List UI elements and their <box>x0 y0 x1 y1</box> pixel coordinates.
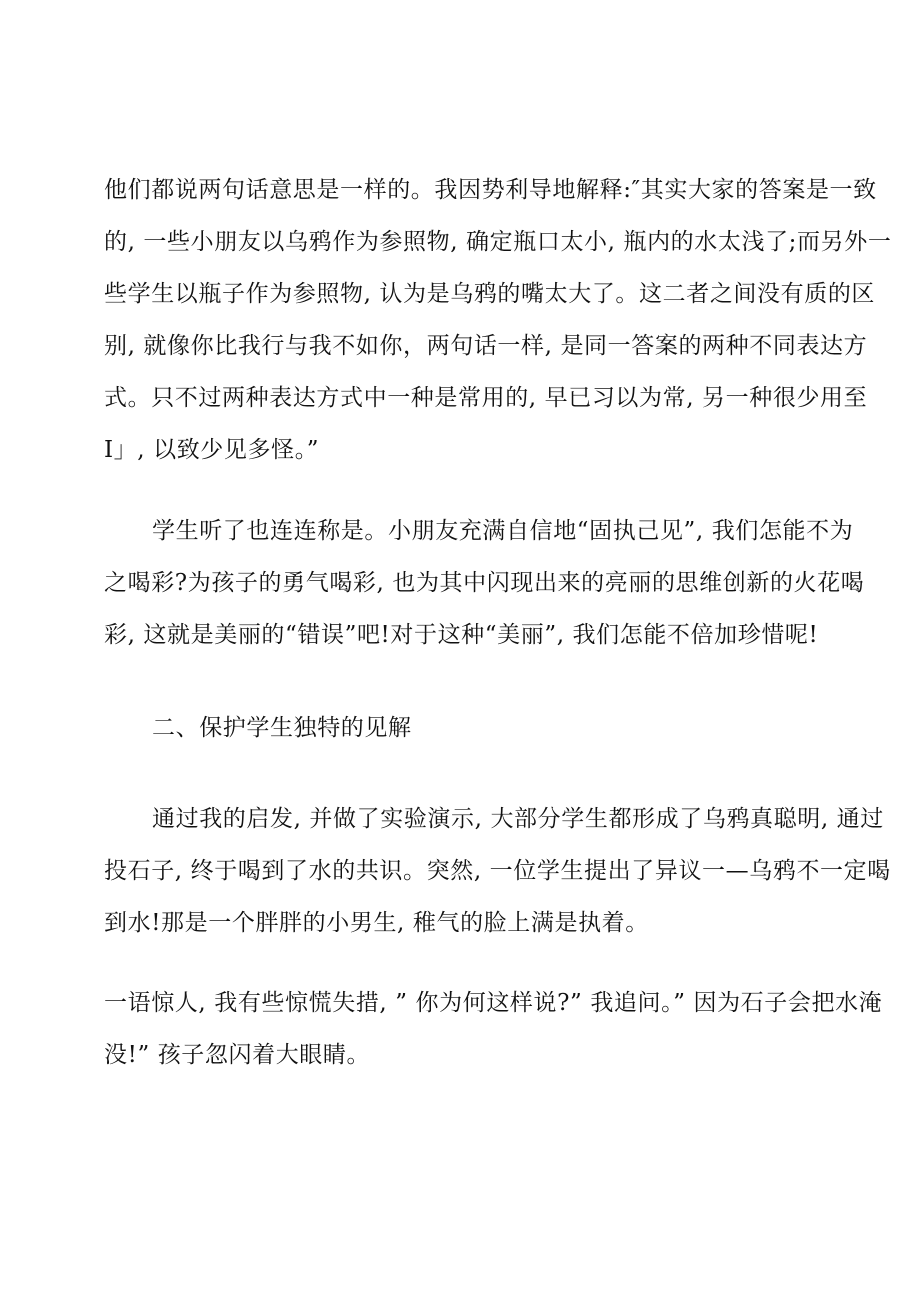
paragraph-2-line-3: 彩, 这就是美丽的“错误”吧!对于这种“美丽”, 我们怎能不倍加珍惜呢! <box>104 622 819 648</box>
paragraph-2-line-2: 之喝彩?为孩子的勇气喝彩, 也为其中闪现出来的亮丽的思维创新的火花喝 <box>104 570 865 596</box>
paragraph-1-line-5: 式。只不过两种表达方式中一种是常用的, 早已习以为常, 另一种很少用至 <box>104 385 868 411</box>
paragraph-1-line-1: 他们都说两句话意思是一样的。我因势利导地解释:″其实大家的答案是一致 <box>104 177 877 203</box>
paragraph-2-line-1: 学生听了也连连称是。小朋友充满自信地“固执己见”, 我们怎能不为 <box>152 518 854 544</box>
paragraph-1-line-6: I」, 以致少见多怪。” <box>104 437 320 463</box>
paragraph-4-line-1: 一语惊人, 我有些惊慌失措, ” 你为何这样说?” 我追问。” 因为石子会把水淹 <box>104 990 883 1016</box>
paragraph-4-line-2: 没!” 孩子忽闪着大眼睛。 <box>104 1042 371 1068</box>
paragraph-3-line-1: 通过我的启发, 并做了实验演示, 大部分学生都形成了乌鸦真聪明, 通过 <box>152 806 884 832</box>
paragraph-1-line-4: 别, 就像你比我行与我不如你，两句话一样, 是同一答案的两种不同表达方 <box>104 333 868 359</box>
paragraph-3-line-2: 投石子, 终于喝到了水的共识。突然, 一位学生提出了异议一—乌鸦不一定喝 <box>104 858 891 884</box>
paragraph-3-line-3: 到水!那是一个胖胖的小男生, 稚气的脸上满是执着。 <box>104 910 649 936</box>
section-heading: 二、保护学生独特的见解 <box>152 715 412 741</box>
paragraph-1-line-2: 的, 一些小朋友以乌鸦作为参照物, 确定瓶口太小, 瓶内的水太浅了;而另外一 <box>104 229 892 255</box>
paragraph-1-line-3: 些学生以瓶子作为参照物, 认为是乌鸦的嘴太大了。这二者之间没有质的区 <box>104 281 876 307</box>
